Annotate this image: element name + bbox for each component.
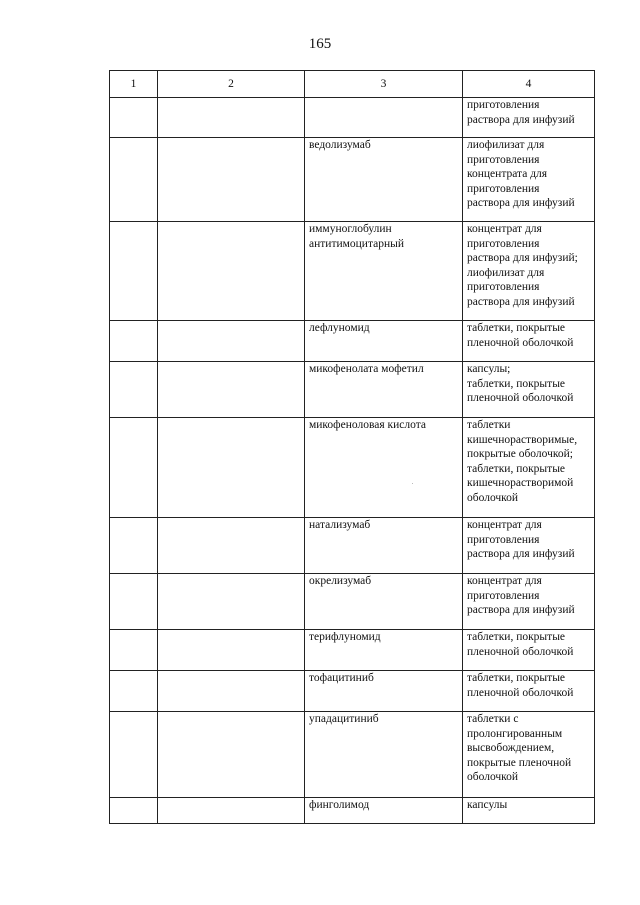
drug-name-cell: окрелизумаб <box>305 574 463 630</box>
cell-col-1 <box>110 630 158 671</box>
cell-col-1 <box>110 321 158 362</box>
drug-name-cell: лефлуномид <box>305 321 463 362</box>
cell-col-2 <box>158 222 305 321</box>
table-row <box>110 518 595 574</box>
drug-name-cell: тофацитиниб <box>305 671 463 712</box>
cell-col-1 <box>110 418 158 518</box>
page-number: 165 <box>308 36 332 52</box>
drug-name-cell: упадацитиниб <box>305 712 463 798</box>
cell-col-1 <box>110 222 158 321</box>
cell-col-2 <box>158 138 305 222</box>
table-row <box>110 630 595 671</box>
cell-col-1 <box>110 138 158 222</box>
cell-col-2 <box>158 518 305 574</box>
cell-col-2 <box>158 98 305 138</box>
table-row <box>110 138 595 222</box>
cell-col-2 <box>158 630 305 671</box>
cell-col-2 <box>158 418 305 518</box>
drug-name-cell: иммуноглобулин антитимоцитарный <box>305 222 463 321</box>
cell-col-1 <box>110 798 158 824</box>
table-row <box>110 362 595 418</box>
table-row <box>110 418 595 518</box>
drug-name-cell: ведолизумаб <box>305 138 463 222</box>
drug-name-cell <box>305 98 463 138</box>
dosage-form-cell: таблетки, покрытые пленочной оболочкой <box>463 321 595 362</box>
cell-col-2 <box>158 321 305 362</box>
dosage-form-cell: концентрат для приготовления раствора для инфузий <box>463 574 595 630</box>
header-col-2: 2 <box>158 71 305 98</box>
table-row <box>110 321 595 362</box>
cell-col-2 <box>158 574 305 630</box>
cell-col-1 <box>110 98 158 138</box>
header-col-3: 3 <box>305 71 463 98</box>
dosage-form-cell: концентрат для приготовления раствора для инфузий <box>463 518 595 574</box>
cell-col-1 <box>110 671 158 712</box>
dosage-form-cell: таблетки с пролонгированным высвобождением, покрытые пленочной оболочкой <box>463 712 595 798</box>
header-col-4: 4 <box>463 71 595 98</box>
cell-col-2 <box>158 712 305 798</box>
header-row <box>110 71 595 98</box>
header-col-1: 1 <box>110 71 158 98</box>
table-row <box>110 222 595 321</box>
dosage-form-cell: таблетки, покрытые пленочной оболочкой <box>463 630 595 671</box>
cell-col-1 <box>110 362 158 418</box>
scan-speck <box>412 483 413 484</box>
drug-name-cell: микофеноловая кислота <box>305 418 463 518</box>
cell-col-1 <box>110 518 158 574</box>
table-row <box>110 798 595 824</box>
drug-name-cell: микофенолата мофетил <box>305 362 463 418</box>
cell-col-1 <box>110 574 158 630</box>
cell-col-2 <box>158 798 305 824</box>
table-row <box>110 671 595 712</box>
dosage-form-cell: приготовления раствора для инфузий <box>463 98 595 138</box>
cell-col-2 <box>158 362 305 418</box>
dosage-form-cell: капсулы <box>463 798 595 824</box>
dosage-form-cell: концентрат для приготовления раствора для инфузий; лиофилизат для приготовления раствора для инфузий <box>463 222 595 321</box>
dosage-form-cell: лиофилизат для приготовления концентрата для приготовления раствора для инфузий <box>463 138 595 222</box>
table-row <box>110 98 595 138</box>
drug-name-cell: натализумаб <box>305 518 463 574</box>
dosage-form-cell: таблетки, покрытые пленочной оболочкой <box>463 671 595 712</box>
cell-col-1 <box>110 712 158 798</box>
table-row <box>110 712 595 798</box>
drug-name-cell: терифлуномид <box>305 630 463 671</box>
dosage-form-cell: капсулы; таблетки, покрытые пленочной оболочкой <box>463 362 595 418</box>
cell-col-2 <box>158 671 305 712</box>
table-row <box>110 574 595 630</box>
drug-name-cell: финголимод <box>305 798 463 824</box>
medication-table <box>109 70 595 824</box>
dosage-form-cell: таблетки кишечнорастворимые, покрытые оболочкой; таблетки, покрытые кишечнорастворимой оболочкой <box>463 418 595 518</box>
